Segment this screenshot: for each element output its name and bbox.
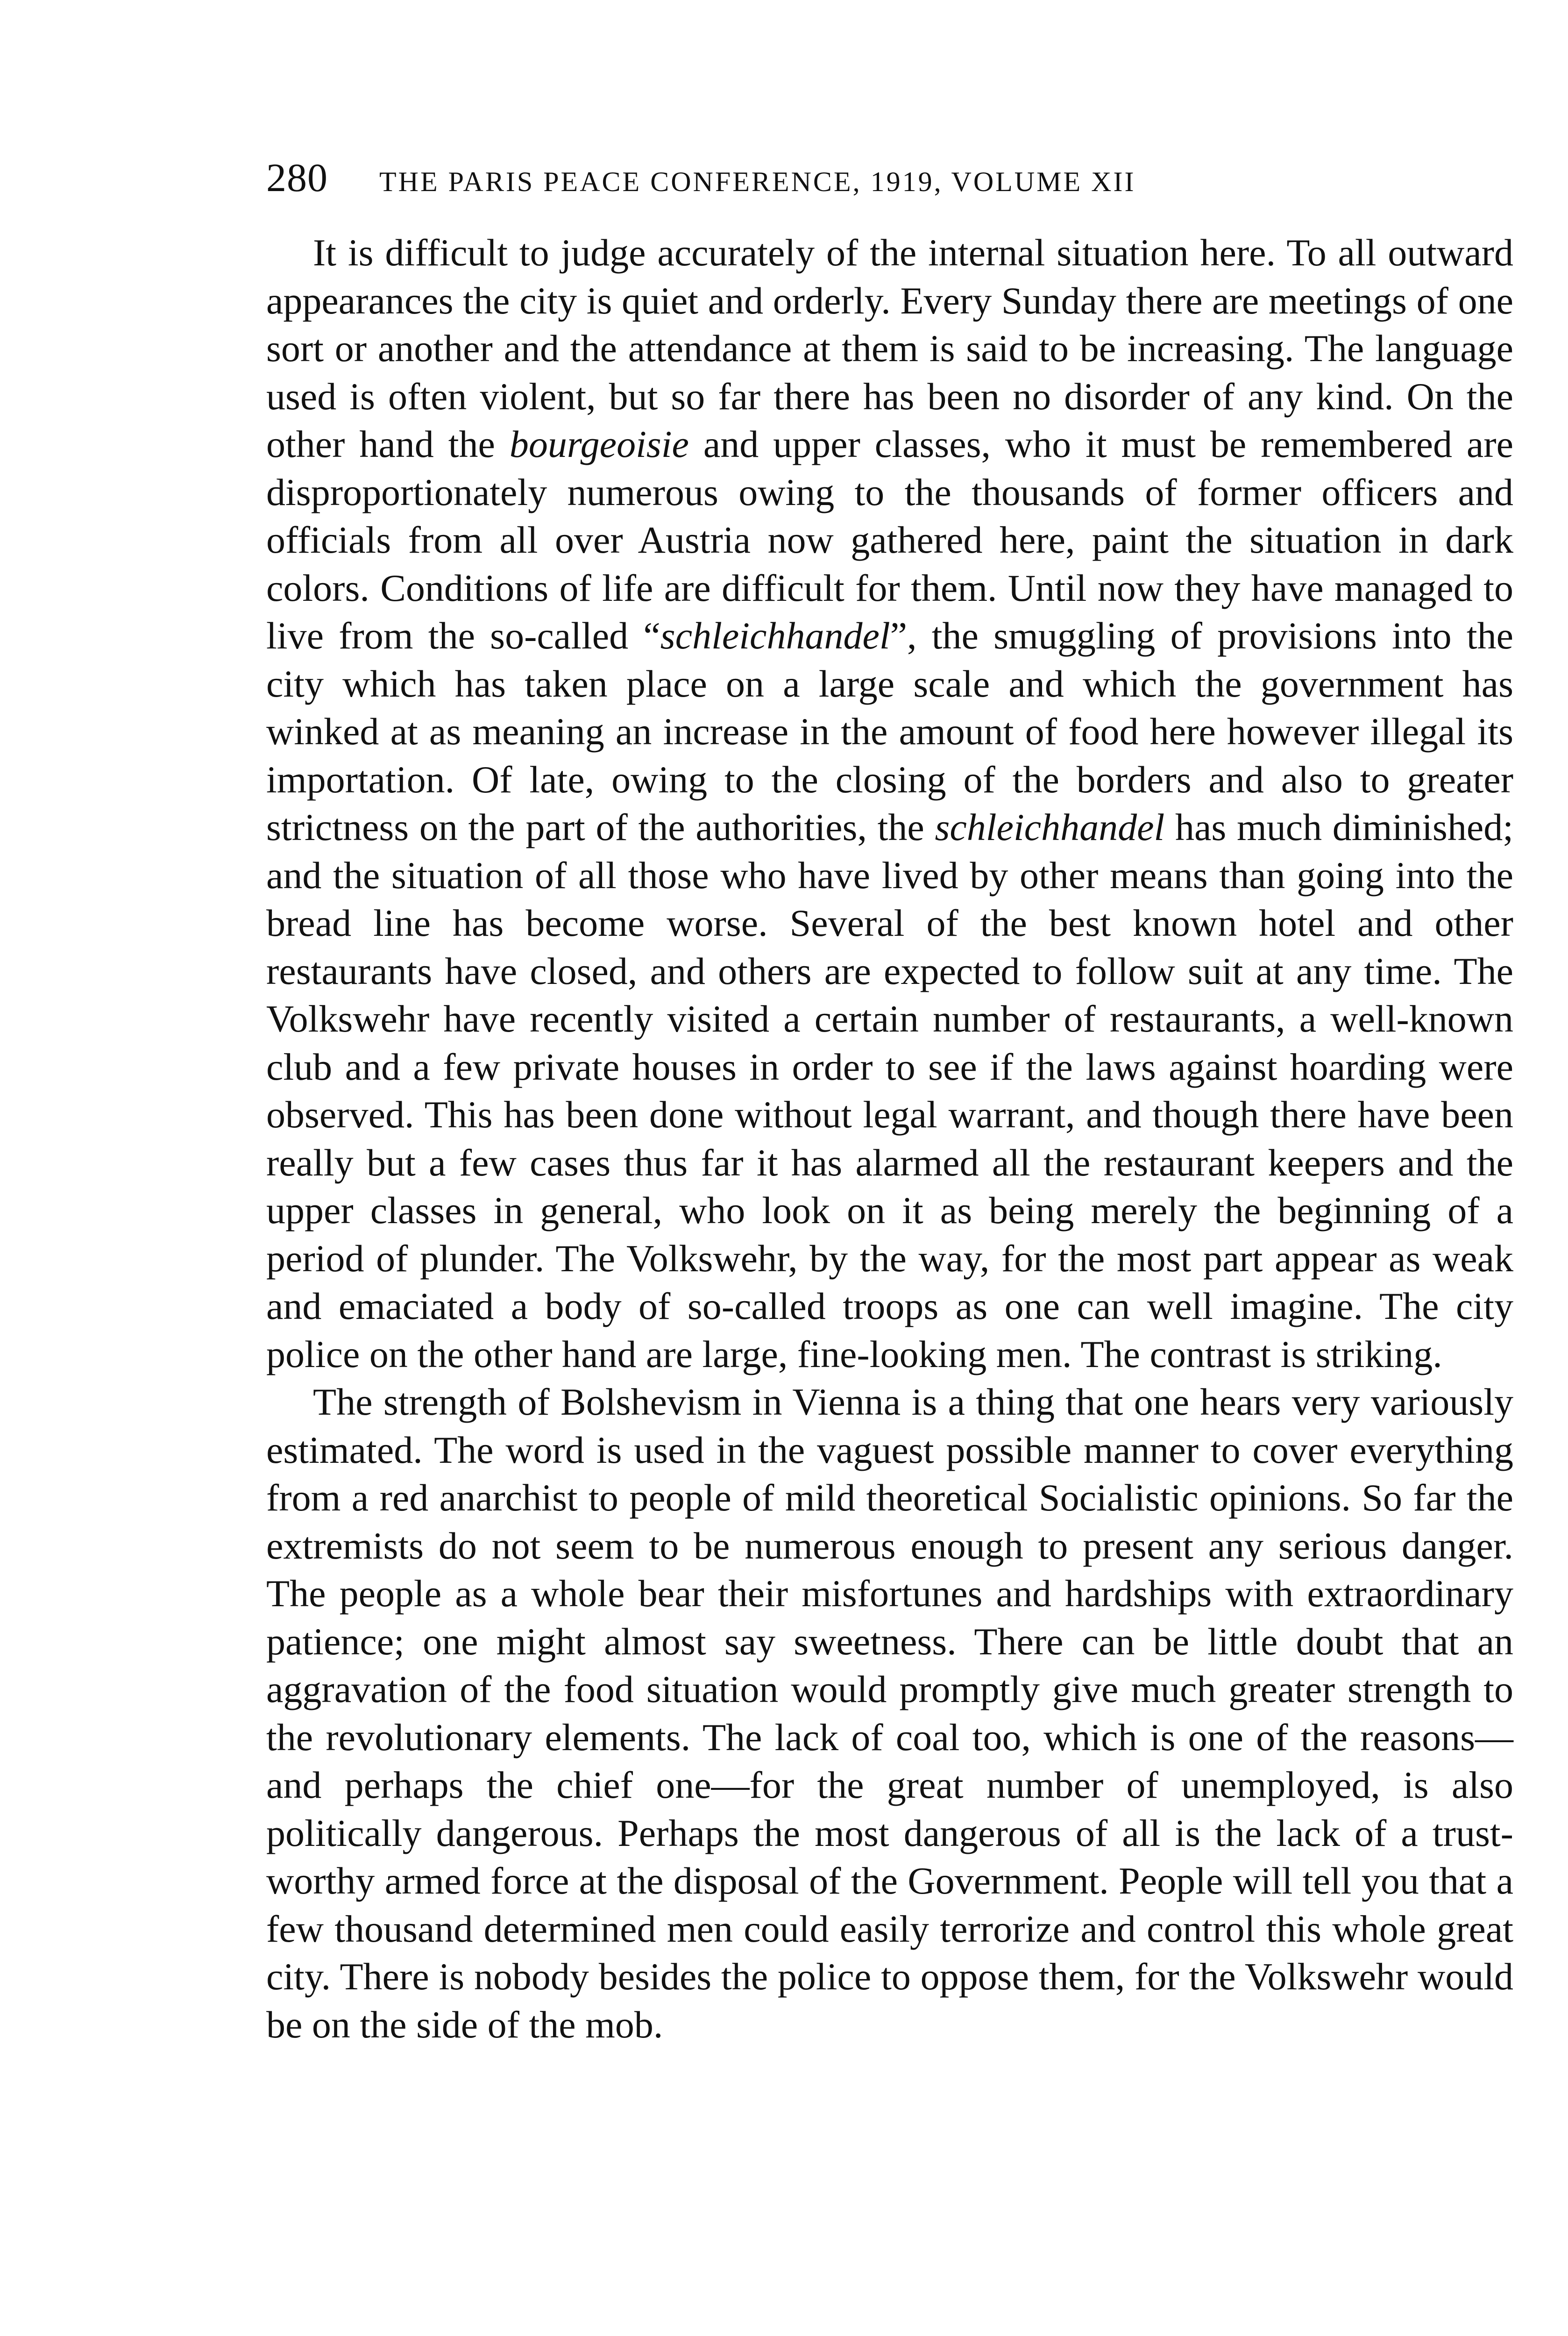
paragraph-text: ”, the smuggling of provisions into the city which has taken place on a large scale and which the government has winked at as meaning an increase in the amount of food here however illegal its importation. Of late, owing to the closing of the borders and also to greater strictness on the part of the authorities, the	[266, 614, 1514, 848]
italic-term-bourgeoisie: bourgeoisie	[509, 423, 689, 465]
italic-term-schleichhandel: schleichhandel	[935, 806, 1165, 848]
page-number: 280	[266, 155, 328, 200]
paragraph-text: has much diminished; and the situation of all those who have lived by other means than going into the bread line has become worse. Several of the best known hotel and other restaurants have closed, and others are expected to follow suit at any time. The Volkswehr have recently visited a certain number of restaurants, a well-known club and a few private houses in order to see if the laws against hoarding were observed. This has been done without legal warrant, and though there have been really but a few cases thus far it has alarmed all the restaurant keepers and the upper classes in general, who look on it as being merely the beginning of a period of plunder. The Volkswehr, by the way, for the most part appear as weak and emaciated a body of so-called troops as one can well imagine. The city police on the other hand are large, fine-looking men. The contrast is striking.	[266, 806, 1514, 1375]
running-header	[266, 154, 1513, 210]
paragraph-internal-situation	[266, 229, 1513, 1378]
italic-term-schleichhandel: schleichhandel	[660, 614, 890, 657]
document-page	[266, 154, 1513, 2049]
header-title: THE PARIS PEACE CONFERENCE, 1919, VOLUME XII	[379, 166, 1136, 197]
paragraph-text: and upper classes, who it must be remembered are disproportionately numerous owing to the thousands of former officers and officials from all over Austria now gathered here, paint the situation in dark colors. Conditions of life are difficult for them. Until now they have managed to live from the so-called “	[266, 423, 1514, 657]
paragraph-bolshevism: The strength of Bolshevism in Vienna is a thing that one hears very variously estimated. The word is used in the vaguest possible manner to cover everything from a red anarchist to people of mild theoretical Socialistic opinions. So far the extremists do not seem to be numerous enough to present any serious danger. The people as a whole bear their misfortunes and hardships with extraordinary patience; one might almost say sweetness. There can be little doubt that an aggravation of the food situation would promptly give much greater strength to the revolutionary elements. The lack of coal too, which is one of the reasons—and perhaps the chief one—for the great number of unemployed, is also politically dangerous. Perhaps the most dangerous of all is the lack of a trust-worthy armed force at the disposal of the Government. People will tell you that a few thousand determined men could easily terrorize and control this whole great city. There is nobody besides the police to oppose them, for the Volkswehr would be on the side of the mob.	[266, 1381, 1513, 2046]
paragraph-text: It is difficult to judge accurately of the internal situation here. To all outward appearances the city is quiet and orderly. Every Sunday there are meetings of one sort or another and the attendance at them is said to be increasing. The language used is often violent, but so far there has been no disorder of any kind. On the other hand the	[266, 231, 1513, 465]
